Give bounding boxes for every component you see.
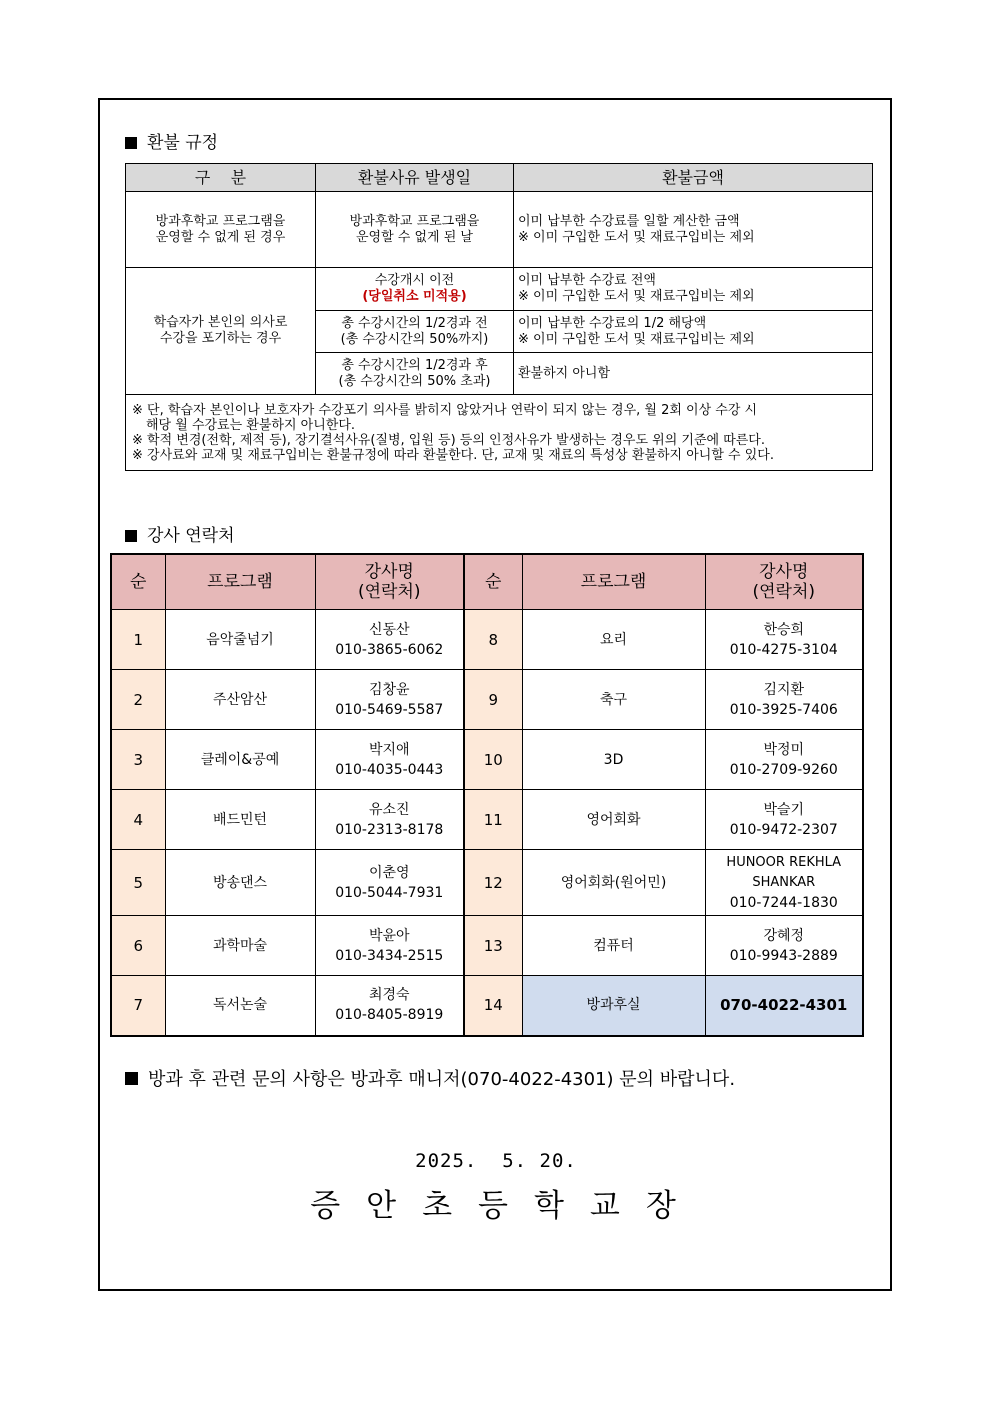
header-date: 환불사유 발생일 — [316, 164, 514, 192]
teacher-contact: 박정미 010-2709-9260 — [705, 730, 863, 790]
teacher-contact: 최경숙 010-8405-8919 — [315, 976, 464, 1036]
row-num: 7 — [111, 976, 165, 1036]
teacher-contact: 한승희 010-4275-3104 — [705, 610, 863, 670]
program-name: 3D — [522, 730, 705, 790]
row-num: 9 — [464, 670, 522, 730]
refund-heading: 환불 규정 — [125, 128, 218, 153]
refund-amount: 이미 납부한 수강료의 1/2 해당액 ※ 이미 구입한 도서 및 재료구입비는 제외 — [514, 311, 873, 353]
program-name: 음악줄넘기 — [165, 610, 315, 670]
header-program: 프로그램 — [165, 554, 315, 610]
program-name: 영어회화(원어민) — [522, 850, 705, 916]
row-num: 11 — [464, 790, 522, 850]
row-num: 5 — [111, 850, 165, 916]
refund-category: 방과후학교 프로그램을 운영할 수 없게 된 경우 — [126, 192, 316, 268]
row-num: 3 — [111, 730, 165, 790]
refund-amount: 이미 납부한 수강료를 일할 계산한 금액 ※ 이미 구입한 도서 및 재료구입비는 제외 — [514, 192, 873, 268]
header-num: 순 — [464, 554, 522, 610]
table-row — [111, 976, 863, 1036]
teacher-contact: 이춘영 010-5044-7931 — [315, 850, 464, 916]
table-row — [111, 610, 863, 670]
square-bullet-icon — [125, 1072, 138, 1085]
contacts-heading: 강사 연락처 — [125, 521, 235, 546]
teacher-contact: 박지애 010-4035-0443 — [315, 730, 464, 790]
program-name: 독서논술 — [165, 976, 315, 1036]
header-teacher: 강사명 (연락처) — [705, 554, 863, 610]
row-num: 6 — [111, 916, 165, 976]
program-name: 방과후실 — [522, 976, 705, 1036]
refund-header-row — [126, 164, 873, 192]
refund-category: 학습자가 본인의 의사로 수강을 포기하는 경우 — [126, 268, 316, 395]
row-num: 13 — [464, 916, 522, 976]
row-num: 2 — [111, 670, 165, 730]
table-row — [111, 916, 863, 976]
refund-date: 수강개시 이전 (당일취소 미적용) — [316, 268, 514, 311]
row-num: 10 — [464, 730, 522, 790]
square-bullet-icon — [125, 137, 137, 149]
teacher-contact: 신동산 010-3865-6062 — [315, 610, 464, 670]
refund-amount: 이미 납부한 수강료 전액 ※ 이미 구입한 도서 및 재료구입비는 제외 — [514, 268, 873, 311]
table-row — [111, 670, 863, 730]
header-program: 프로그램 — [522, 554, 705, 610]
refund-date: 총 수강시간의 1/2경과 전 (총 수강시간의 50%까지) — [316, 311, 514, 353]
refund-date: 방과후학교 프로그램을 운영할 수 없게 된 날 — [316, 192, 514, 268]
row-num: 14 — [464, 976, 522, 1036]
teacher-contact: 강혜정 010-9943-2889 — [705, 916, 863, 976]
teacher-contact: 김창윤 010-5469-5587 — [315, 670, 464, 730]
header-amount: 환불금액 — [514, 164, 873, 192]
refund-date: 총 수강시간의 1/2경과 후 (총 수강시간의 50% 초과) — [316, 353, 514, 395]
teacher-contact: HUNOOR REKHLA SHANKAR 010-7244-1830 — [705, 850, 863, 916]
program-name: 배드민턴 — [165, 790, 315, 850]
header-category: 구 분 — [126, 164, 316, 192]
inquiry-note: 방과 후 관련 문의 사항은 방과후 매니저(070-4022-4301) 문의 바랍니다. — [125, 1065, 735, 1091]
refund-amount: 환불하지 아니함 — [514, 353, 873, 395]
teacher-contact: 김지환 010-3925-7406 — [705, 670, 863, 730]
program-name: 요리 — [522, 610, 705, 670]
table-row — [111, 850, 863, 916]
office-phone: 070-4022-4301 — [705, 976, 863, 1036]
teacher-contact: 박윤아 010-3434-2515 — [315, 916, 464, 976]
refund-row — [126, 268, 873, 311]
header-teacher: 강사명 (연락처) — [315, 554, 464, 610]
program-name: 컴퓨터 — [522, 916, 705, 976]
table-row — [111, 730, 863, 790]
square-bullet-icon — [125, 530, 137, 542]
row-num: 8 — [464, 610, 522, 670]
program-name: 방송댄스 — [165, 850, 315, 916]
row-num: 4 — [111, 790, 165, 850]
school-principal: 증안초등학교장 — [310, 1188, 702, 1224]
program-name: 영어회화 — [522, 790, 705, 850]
refund-notes: ※ 단, 학습자 본인이나 보호자가 수강포기 의사를 밝히지 않았거나 연락이 되지 않는 경우, 월 2회 이상 수강 시 해당 월 수강료는 환불하지 아니한다. ※ 학적 변경(전학, 제적 등), 장기결석사유(질병, 입원 등) 등의 인정사유가 발생하는 경우도 위의 기준에 따른다. ※ 강사료와 교재 및 재료구입비는 환불규정에 따라 환불한다. 단, 교재 및 재료의 특성상 환불하지 아니할 수 있다. — [126, 395, 873, 471]
teacher-contact: 박슬기 010-9472-2307 — [705, 790, 863, 850]
teacher-contact: 유소진 010-2313-8178 — [315, 790, 464, 850]
contacts-header-row — [111, 554, 863, 610]
contacts-table — [110, 553, 864, 1037]
issue-date: 2025. 5. 20. — [415, 1150, 577, 1172]
refund-table — [125, 163, 873, 471]
refund-row — [126, 192, 873, 268]
refund-notes-row — [126, 395, 873, 471]
same-day-cancel-note: (당일취소 미적용) — [362, 289, 467, 304]
header-num: 순 — [111, 554, 165, 610]
program-name: 클레이&공예 — [165, 730, 315, 790]
row-num: 12 — [464, 850, 522, 916]
program-name: 축구 — [522, 670, 705, 730]
table-row — [111, 790, 863, 850]
row-num: 1 — [111, 610, 165, 670]
program-name: 과학마술 — [165, 916, 315, 976]
program-name: 주산암산 — [165, 670, 315, 730]
